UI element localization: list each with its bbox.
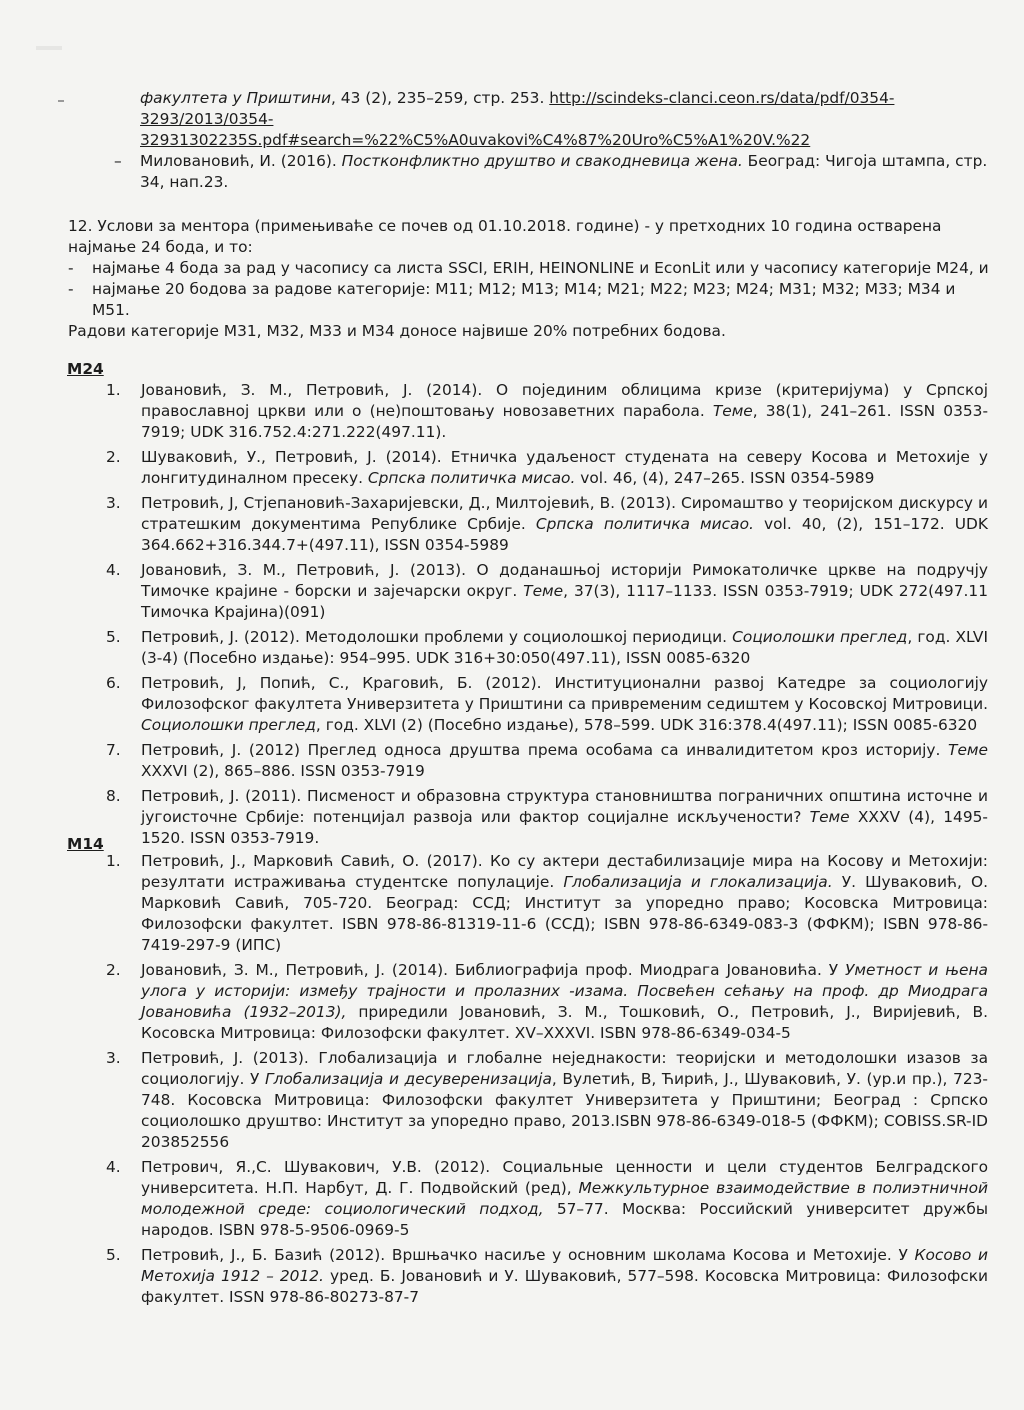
reference-text: Петровић, Ј, Попић, С., Краговић, Б. (2012). Институционални развој Катедре за социологију Филозофског факултета Универзитета у Приштини са привременим седиштем у Косовској Митровици. <box>141 674 988 713</box>
section-heading-m24: М24 <box>67 360 104 378</box>
reference-source: Социолошки преглед <box>732 628 908 646</box>
reference-number: 3. <box>106 494 121 512</box>
reference-item <box>106 560 988 623</box>
reference-number: 2. <box>106 448 121 466</box>
reference-number: 7. <box>106 741 121 759</box>
reference-text: Петровић, Ј. (2012). Методолошки проблеми у социолошкој периодици. <box>141 628 733 646</box>
reference-number: 2. <box>106 961 121 979</box>
reference-number: 6. <box>106 674 121 692</box>
reference-source: Уметност и њена улога у историји: између трајности и пролазних -изама. Посвећен сећању на проф. др Миодрага Јовановића (1932–2013), <box>141 961 988 1021</box>
reference-text: , 37(3), 1117–1133. ISSN 0353-7919; UDK 272(497.11 Тимочка Крајина)(091) <box>141 582 988 621</box>
reference-source: Глобализација и десуверенизација <box>264 1070 552 1088</box>
m24-reference-list <box>106 380 988 853</box>
reference-text: vol. 40, (2), 151–172. UDK 364.662+316.344.7+(497.11), ISSN 0354-5989 <box>141 515 989 554</box>
reference-number: 1. <box>106 852 121 870</box>
reference-item <box>106 493 988 556</box>
reference-text: Петровић, Ј, Стјепановић-Захаријевски, Д., Милтојевић, В. (2013). Сиромаштво у теоријском дискурсу и стратешким документима Републике Србије. <box>141 494 988 533</box>
reference-number: 4. <box>106 561 121 579</box>
reference-link[interactable]: http://scindeks-clanci.ceon.rs/data/pdf/0354- <box>549 89 895 107</box>
reference-item <box>106 740 988 782</box>
requirements-note: Радови категорије М31, М32, М33 и М34 доносе највише 20% потребних бодова. <box>68 322 726 340</box>
reference-source: Теме <box>948 741 988 759</box>
citation-end: факултета у Приштини, 43 (2), 235–259, стр. 253. http://scindeks-clanci.ceon.rs/data/pdf/0354- <box>140 89 895 107</box>
reference-text: XXXV (4), 1495-1520. ISSN 0353-7919. <box>141 808 988 847</box>
reference-text: Петровић, Ј. (2012) Преглед односа друштва према особама са инвалидитетом кроз историју. <box>141 741 949 759</box>
reference-number: 1. <box>106 381 121 399</box>
reference-text: , Вулетић, В, Ћирић, Ј., Шуваковић, У. (ур.и пр.), 723-748. Косовска Митровица: Филозофски факултет Универзитета у Приштини; Београд : Српско социолошко друштво: Институт за упоредно право, 2013.ISBN 978-86-6349-018-5 (ФФКМ); COBISS.SR-ID 203852556 <box>141 1070 988 1151</box>
previous-references-continuation <box>114 88 990 193</box>
reference-text: Петровић, Ј., Марковић Савић, О. (2017). Ко су актери дестабилизације мира на Косову и Метохији: резултати истраживања студентске популације. <box>141 852 988 891</box>
section-heading-m14: М14 <box>67 835 104 853</box>
reference-number: 5. <box>106 628 121 646</box>
reference-item <box>106 1245 988 1308</box>
reference-text: Јовановић, З. М., Петровић, Ј. (2014). О појединим облицима кризе (критеријума) у Српској православној цркви или о (не)поштовању новозаветних парабола. <box>141 381 988 420</box>
reference-text: , год. XLVI (3-4) (Посебно издање): 954–995. UDK 316+30:050(497.11), ISSN 0085-6320 <box>141 628 988 667</box>
reference-text: , 38(1), 241–261. ISSN 0353-7919; UDK 316.752.4:271.222(497.11). <box>141 402 989 441</box>
reference-text: , год. XLVI (2) (Посебно издање), 578–599. UDK 316:378.4(497.11); ISSN 0085-6320 <box>315 716 978 734</box>
reference-source: Косово и Метохија 1912 – 2012. <box>141 1246 988 1285</box>
reference-source: Межкультурное взаимодействие в полиэтничной молодежной среде: социологический подход, <box>141 1179 988 1218</box>
reference-item <box>106 1157 988 1241</box>
scan-artifact <box>36 46 62 50</box>
reference-link-line-2[interactable]: 3293/2013/0354- <box>140 110 274 128</box>
requirement-item: - најмање 20 бодова за радове категорије: М11; М12; М13; М14; М21; М22; М23; М24; М31; М32; М33; М34 и М51. <box>68 280 956 319</box>
reference-text: Јовановић, З. М., Петровић, Ј. (2013). О доданашњој историји Римокатоличке цркве на подручју Тимочке крајине - борски и зајечарски округ. <box>141 561 988 600</box>
mentor-requirements <box>68 216 990 342</box>
reference-source: Теме <box>523 582 564 600</box>
reference-text: Петрович, Я.,С. Шувакович, У.В. (2012). Социальные ценности и цели студентов Белградского университета. Н.П. Нарбут, Д. Г. Подвойский (ред), <box>141 1158 988 1197</box>
reference-item <box>106 380 988 443</box>
reference-item <box>106 851 988 956</box>
margin-mark <box>58 100 64 102</box>
reference-text: приредили Јовановић, З. М., Тошковић, О., Петровић, Ј., Виријевић, В. Косовска Митровица: Филозофски факултет. XV–XXXVI. ISBN 978-86-6349-034-5 <box>141 1003 988 1042</box>
reference-source: Теме <box>712 402 753 420</box>
reference-item <box>106 1048 988 1153</box>
reference-source: Социолошки преглед <box>141 716 316 734</box>
reference-milovanovic: – Миловановић, И. (2016). Постконфликтно друштво и свакодневица жена. Београд: Чигоја штампа, стр. 34, нап.23. <box>114 152 988 191</box>
reference-text: vol. 46, (4), 247–265. ISSN 0354-5989 <box>575 469 875 487</box>
reference-number: 8. <box>106 787 121 805</box>
reference-text: Јовановић, З. М., Петровић, Ј. (2014). Библиографија проф. Миодрага Јовановића. У <box>141 961 846 979</box>
reference-number: 5. <box>106 1246 121 1264</box>
reference-number: 4. <box>106 1158 121 1176</box>
reference-item <box>106 673 988 736</box>
reference-text: Петровић, Ј., Б. Базић (2012). Вршњачко насиље у основним школама Косова и Метохије. У <box>141 1246 915 1264</box>
reference-link-line-3[interactable]: 32931302235S.pdf#search=%22%C5%A0uvakovi%C4%87%20Uro%C5%A1%20V.%22 <box>140 131 811 149</box>
reference-text: Петровић, Ј. (2011). Писменост и образовна структура становништва пограничних општина источне и југоисточне Србије: потенцијал развоја или фактор социјалне искључености? <box>141 787 988 826</box>
reference-text: 57–77. Москва: Российский университет дружбы народов. ISBN 978-5-9506-0969-5 <box>141 1200 988 1239</box>
reference-number: 3. <box>106 1049 121 1067</box>
reference-item <box>106 447 988 489</box>
reference-text: Петровић, Ј. (2013). Глобализација и глобалне неједнакости: теоријски и методолошки изазов за социологију. У <box>141 1049 988 1088</box>
requirements-intro: 12. Услови за ментора (примењиваће се почев од 01.10.2018. године) - у претходних 10 година остварена најмање 24 бода, и то: <box>68 217 942 256</box>
reference-source: Српска политичка мисао. <box>535 515 754 533</box>
reference-text: уред. Б. Јовановић и У. Шуваковић, 577–598. Косовска Митровица: Филозофски факултет. ISSN 978-86-80273-87-7 <box>141 1267 988 1306</box>
reference-text: У. Шуваковић, О. Марковић Савић, 705-720. Београд: ССД; Институт за упоредно право; Косовска Митровица: Филозофски факултет. ISBN 978-86-81319-11-6 (ССД); ISBN 978-86-6349-083-3 (ФФКМ); ISBN 978-86-7419-297-9 (ИПС) <box>141 873 988 954</box>
reference-item <box>106 627 988 669</box>
reference-source: Теме <box>809 808 850 826</box>
reference-item <box>106 786 988 849</box>
reference-text: Шуваковић, У., Петровић, Ј. (2014). Етничка удаљеност студената на северу Косова и Метохије у лонгитудиналном пресеку. <box>141 448 988 487</box>
m14-reference-list <box>106 851 988 1312</box>
reference-item <box>106 960 988 1044</box>
reference-source: Глобализација и глокализација. <box>563 873 833 891</box>
reference-source: Српска политичка мисао. <box>367 469 576 487</box>
reference-text: XXXVI (2), 865–886. ISSN 0353-7919 <box>141 762 425 780</box>
requirement-item: - најмање 4 бода за рад у часопису са листа SSCI, ERIH, HEINONLINE и EconLit или у часопису категорије М24, и <box>68 259 989 277</box>
